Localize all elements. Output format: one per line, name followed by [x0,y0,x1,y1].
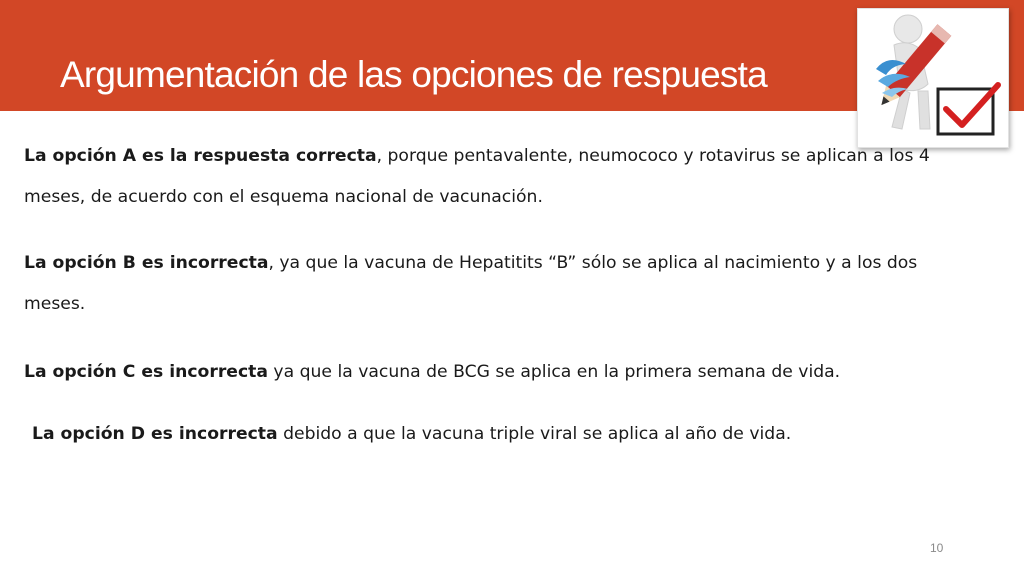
paragraph-option-a [24,136,974,218]
option-c-explanation: ya que la vacuna de BCG se aplica en la primera semana de vida. [267,362,841,382]
slide-title: Argumentación de las opciones de respuesta [60,54,767,95]
option-d-explanation: debido a que la vacuna triple viral se aplica al año de vida. [277,424,792,444]
option-d-verdict: La opción D es incorrecta [32,424,278,444]
paragraph-option-b [24,243,974,325]
option-a-verdict: La opción A es la respuesta correcta [24,146,377,166]
option-a-explanation: , porque pentavalente, neumococo y rotavirus se aplican a los 4 meses, de acuerdo con el esquema nacional de vacunación. [24,146,930,207]
option-b-explanation: , ya que la vacuna de Hepatitits “B” sólo se aplica al nacimiento y a los dos meses. [24,253,918,314]
slide-page-number: 10 [930,541,944,555]
option-c-verdict: La opción C es incorrecta [24,362,268,382]
option-b-verdict: La opción B es incorrecta [24,253,269,273]
paragraph-option-d [32,414,982,455]
paragraph-option-c [24,352,974,393]
checkbox-illustration [857,8,1009,148]
person-with-pencil-checkmark-icon [858,9,1008,147]
